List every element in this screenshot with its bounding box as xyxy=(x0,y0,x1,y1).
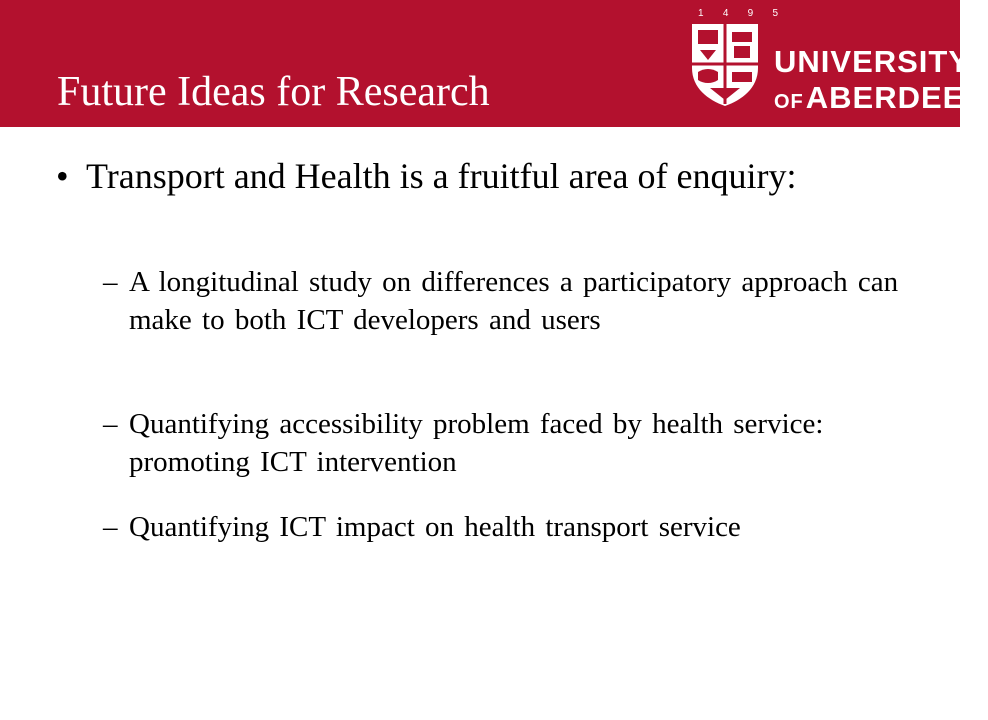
sub-bullet-text: A longitudinal study on differences a participatory approach can make to both ICT developers and users xyxy=(129,266,899,336)
sub-bullet-text: Quantifying ICT impact on health transport service xyxy=(129,511,741,543)
logo-year-digit: 1 xyxy=(698,8,704,19)
slide-title: Future Ideas for Research xyxy=(57,69,490,115)
logo-aberdeen-word: ABERDEEN xyxy=(805,80,988,115)
sub-bullet-text: Quantifying accessibility problem faced by health service: promoting ICT intervention xyxy=(129,408,824,478)
sub-bullet-item xyxy=(103,508,903,546)
logo-year-digit: 9 xyxy=(747,8,754,19)
bullet-text: Transport and Health is a fruitful area of enquiry: xyxy=(86,156,797,196)
logo-year-digit: 4 xyxy=(722,8,729,19)
sub-bullet-item xyxy=(103,405,903,481)
bullet-marker: • xyxy=(56,156,69,196)
sub-bullet-marker: – xyxy=(103,511,118,543)
logo-of-text: OF xyxy=(774,91,804,113)
logo-university-text: UNIVERSITY xyxy=(774,44,971,79)
sub-bullet-marker: – xyxy=(103,266,118,298)
logo-year-digit: 5 xyxy=(772,8,778,19)
sub-bullet-item xyxy=(103,263,903,339)
bullet-item xyxy=(56,153,916,199)
sub-bullet-marker: – xyxy=(103,408,118,440)
